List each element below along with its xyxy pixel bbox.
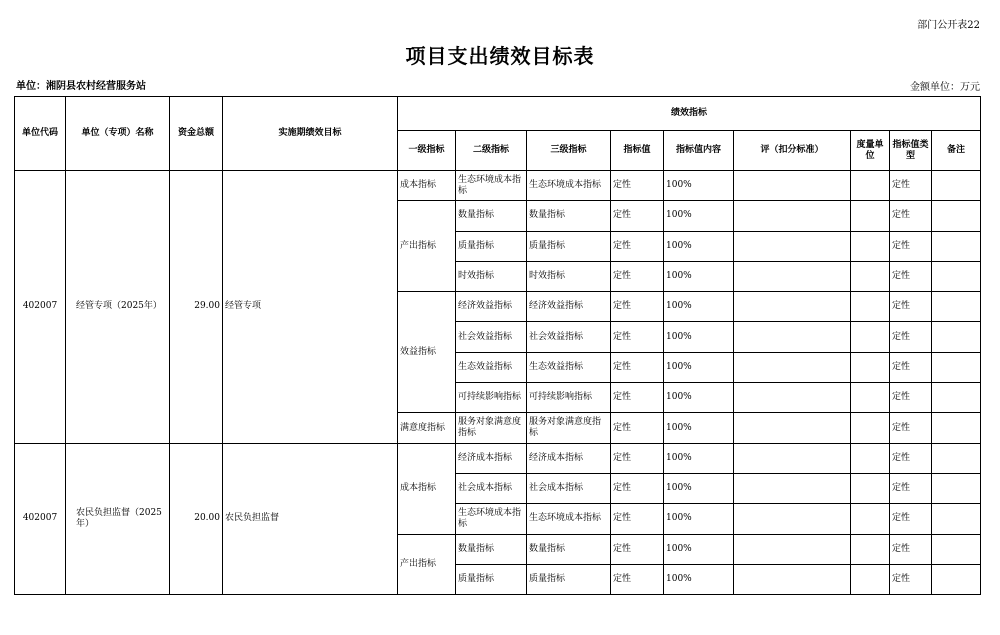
level2-cell: 数量指标 [456, 201, 527, 231]
value-content-cell: 100% [664, 504, 734, 534]
measure-unit-cell [851, 322, 890, 352]
level3-cell: 经济效益指标 [527, 292, 611, 322]
level3-cell: 经济成本指标 [527, 443, 611, 473]
scoring-cell [734, 473, 851, 503]
remark-cell [932, 564, 981, 594]
value-type-cell: 定性 [890, 322, 932, 352]
value-content-cell: 100% [664, 261, 734, 291]
header-value-type: 指标值类型 [890, 131, 932, 171]
measure-unit-cell [851, 201, 890, 231]
remark-cell [932, 413, 981, 443]
header-goal: 实施期绩效目标 [223, 97, 398, 171]
level3-cell: 质量指标 [527, 564, 611, 594]
value-type-cell: 定性 [890, 473, 932, 503]
value-content-cell: 100% [664, 352, 734, 382]
value-cell: 定性 [611, 443, 664, 473]
value-content-cell: 100% [664, 413, 734, 443]
measure-unit-cell [851, 564, 890, 594]
goal-cell: 农民负担监督 [223, 443, 398, 594]
level1-cell: 满意度指标 [398, 413, 456, 443]
level1-cell: 效益指标 [398, 292, 456, 413]
remark-cell [932, 231, 981, 261]
remark-cell [932, 383, 981, 413]
measure-unit-cell [851, 261, 890, 291]
level3-cell: 数量指标 [527, 534, 611, 564]
scoring-cell [734, 292, 851, 322]
header-performance: 绩效指标 [398, 97, 981, 131]
scoring-cell [734, 322, 851, 352]
scoring-cell [734, 504, 851, 534]
value-type-cell: 定性 [890, 534, 932, 564]
value-cell: 定性 [611, 413, 664, 443]
level3-cell: 可持续影响指标 [527, 383, 611, 413]
scoring-cell [734, 231, 851, 261]
level3-cell: 生态环境成本指标 [527, 504, 611, 534]
scoring-cell [734, 171, 851, 201]
remark-cell [932, 261, 981, 291]
measure-unit-cell [851, 171, 890, 201]
level2-cell: 社会成本指标 [456, 473, 527, 503]
amount-cell: 29.00 [170, 171, 223, 444]
unit-name-cell: 农民负担监督（2025年） [66, 443, 170, 594]
value-cell: 定性 [611, 171, 664, 201]
remark-cell [932, 473, 981, 503]
value-type-cell: 定性 [890, 352, 932, 382]
header-measure-unit: 度量单位 [851, 131, 890, 171]
remark-cell [932, 443, 981, 473]
level2-cell: 生态环境成本指标 [456, 504, 527, 534]
header-value-content: 指标值内容 [664, 131, 734, 171]
unit-code-cell: 402007 [15, 171, 66, 444]
level3-cell: 数量指标 [527, 201, 611, 231]
value-type-cell: 定性 [890, 564, 932, 594]
level2-cell: 经济效益指标 [456, 292, 527, 322]
level2-cell: 生态环境成本指标 [456, 171, 527, 201]
value-cell: 定性 [611, 383, 664, 413]
level3-cell: 时效指标 [527, 261, 611, 291]
header-level3: 三级指标 [527, 131, 611, 171]
value-type-cell: 定性 [890, 383, 932, 413]
level2-cell: 社会效益指标 [456, 322, 527, 352]
value-cell: 定性 [611, 261, 664, 291]
remark-cell [932, 201, 981, 231]
level1-cell: 成本指标 [398, 443, 456, 534]
header-value: 指标值 [611, 131, 664, 171]
remark-cell [932, 534, 981, 564]
level2-cell: 经济成本指标 [456, 443, 527, 473]
remark-cell [932, 171, 981, 201]
scoring-cell [734, 383, 851, 413]
unit-name-cell: 经管专项（2025年） [66, 171, 170, 444]
goal-cell: 经管专项 [223, 171, 398, 444]
measure-unit-cell [851, 504, 890, 534]
scoring-cell [734, 352, 851, 382]
table-row [15, 171, 981, 201]
remark-cell [932, 504, 981, 534]
header-remark: 备注 [932, 131, 981, 171]
scoring-cell [734, 413, 851, 443]
value-cell: 定性 [611, 322, 664, 352]
scoring-cell [734, 443, 851, 473]
level3-cell: 生态环境成本指标 [527, 171, 611, 201]
level1-cell: 产出指标 [398, 534, 456, 595]
value-content-cell: 100% [664, 322, 734, 352]
value-cell: 定性 [611, 534, 664, 564]
header-unit-name: 单位（专项）名称 [66, 97, 170, 171]
level3-cell: 生态效益指标 [527, 352, 611, 382]
measure-unit-cell [851, 292, 890, 322]
value-content-cell: 100% [664, 564, 734, 594]
measure-unit-cell [851, 231, 890, 261]
remark-cell [932, 322, 981, 352]
level2-cell: 生态效益指标 [456, 352, 527, 382]
remark-cell [932, 292, 981, 322]
measure-unit-cell [851, 383, 890, 413]
value-cell: 定性 [611, 292, 664, 322]
value-content-cell: 100% [664, 171, 734, 201]
value-content-cell: 100% [664, 443, 734, 473]
header-level2: 二级指标 [456, 131, 527, 171]
unit-label: 单位：湘阴县农村经营服务站 [16, 81, 146, 92]
table-row [15, 443, 981, 473]
measure-unit-cell [851, 443, 890, 473]
amount-cell: 20.00 [170, 443, 223, 594]
level2-cell: 数量指标 [456, 534, 527, 564]
header-total-funds: 资金总额 [170, 97, 223, 171]
level1-cell: 产出指标 [398, 201, 456, 292]
level2-cell: 质量指标 [456, 564, 527, 594]
value-type-cell: 定性 [890, 261, 932, 291]
value-content-cell: 100% [664, 292, 734, 322]
level2-cell: 质量指标 [456, 231, 527, 261]
measure-unit-cell [851, 534, 890, 564]
value-cell: 定性 [611, 352, 664, 382]
scoring-cell [734, 201, 851, 231]
value-cell: 定性 [611, 231, 664, 261]
table-body [15, 171, 981, 595]
level3-cell: 服务对象满意度指标 [527, 413, 611, 443]
value-content-cell: 100% [664, 534, 734, 564]
value-type-cell: 定性 [890, 292, 932, 322]
value-type-cell: 定性 [890, 504, 932, 534]
scoring-cell [734, 564, 851, 594]
value-type-cell: 定性 [890, 231, 932, 261]
header-scoring: 评（扣分标准） [734, 131, 851, 171]
value-content-cell: 100% [664, 383, 734, 413]
value-content-cell: 100% [664, 473, 734, 503]
value-cell: 定性 [611, 201, 664, 231]
scoring-cell [734, 534, 851, 564]
header-unit-code: 单位代码 [15, 97, 66, 171]
header-level1: 一级指标 [398, 131, 456, 171]
level2-cell: 可持续影响指标 [456, 383, 527, 413]
value-cell: 定性 [611, 504, 664, 534]
money-unit: 金额单位：万元 [910, 82, 980, 93]
performance-table [14, 96, 981, 595]
remark-cell [932, 352, 981, 382]
unit-code-cell: 402007 [15, 443, 66, 594]
value-cell: 定性 [611, 473, 664, 503]
level3-cell: 社会效益指标 [527, 322, 611, 352]
scoring-cell [734, 261, 851, 291]
value-content-cell: 100% [664, 231, 734, 261]
form-number: 部门公开表22 [917, 20, 980, 31]
measure-unit-cell [851, 352, 890, 382]
value-type-cell: 定性 [890, 171, 932, 201]
value-content-cell: 100% [664, 201, 734, 231]
level2-cell: 时效指标 [456, 261, 527, 291]
level3-cell: 质量指标 [527, 231, 611, 261]
measure-unit-cell [851, 413, 890, 443]
value-type-cell: 定性 [890, 413, 932, 443]
level2-cell: 服务对象满意度指标 [456, 413, 527, 443]
measure-unit-cell [851, 473, 890, 503]
value-type-cell: 定性 [890, 443, 932, 473]
page-title: 项目支出绩效目标表 [405, 44, 595, 68]
value-type-cell: 定性 [890, 201, 932, 231]
value-cell: 定性 [611, 564, 664, 594]
level3-cell: 社会成本指标 [527, 473, 611, 503]
level1-cell: 成本指标 [398, 171, 456, 201]
